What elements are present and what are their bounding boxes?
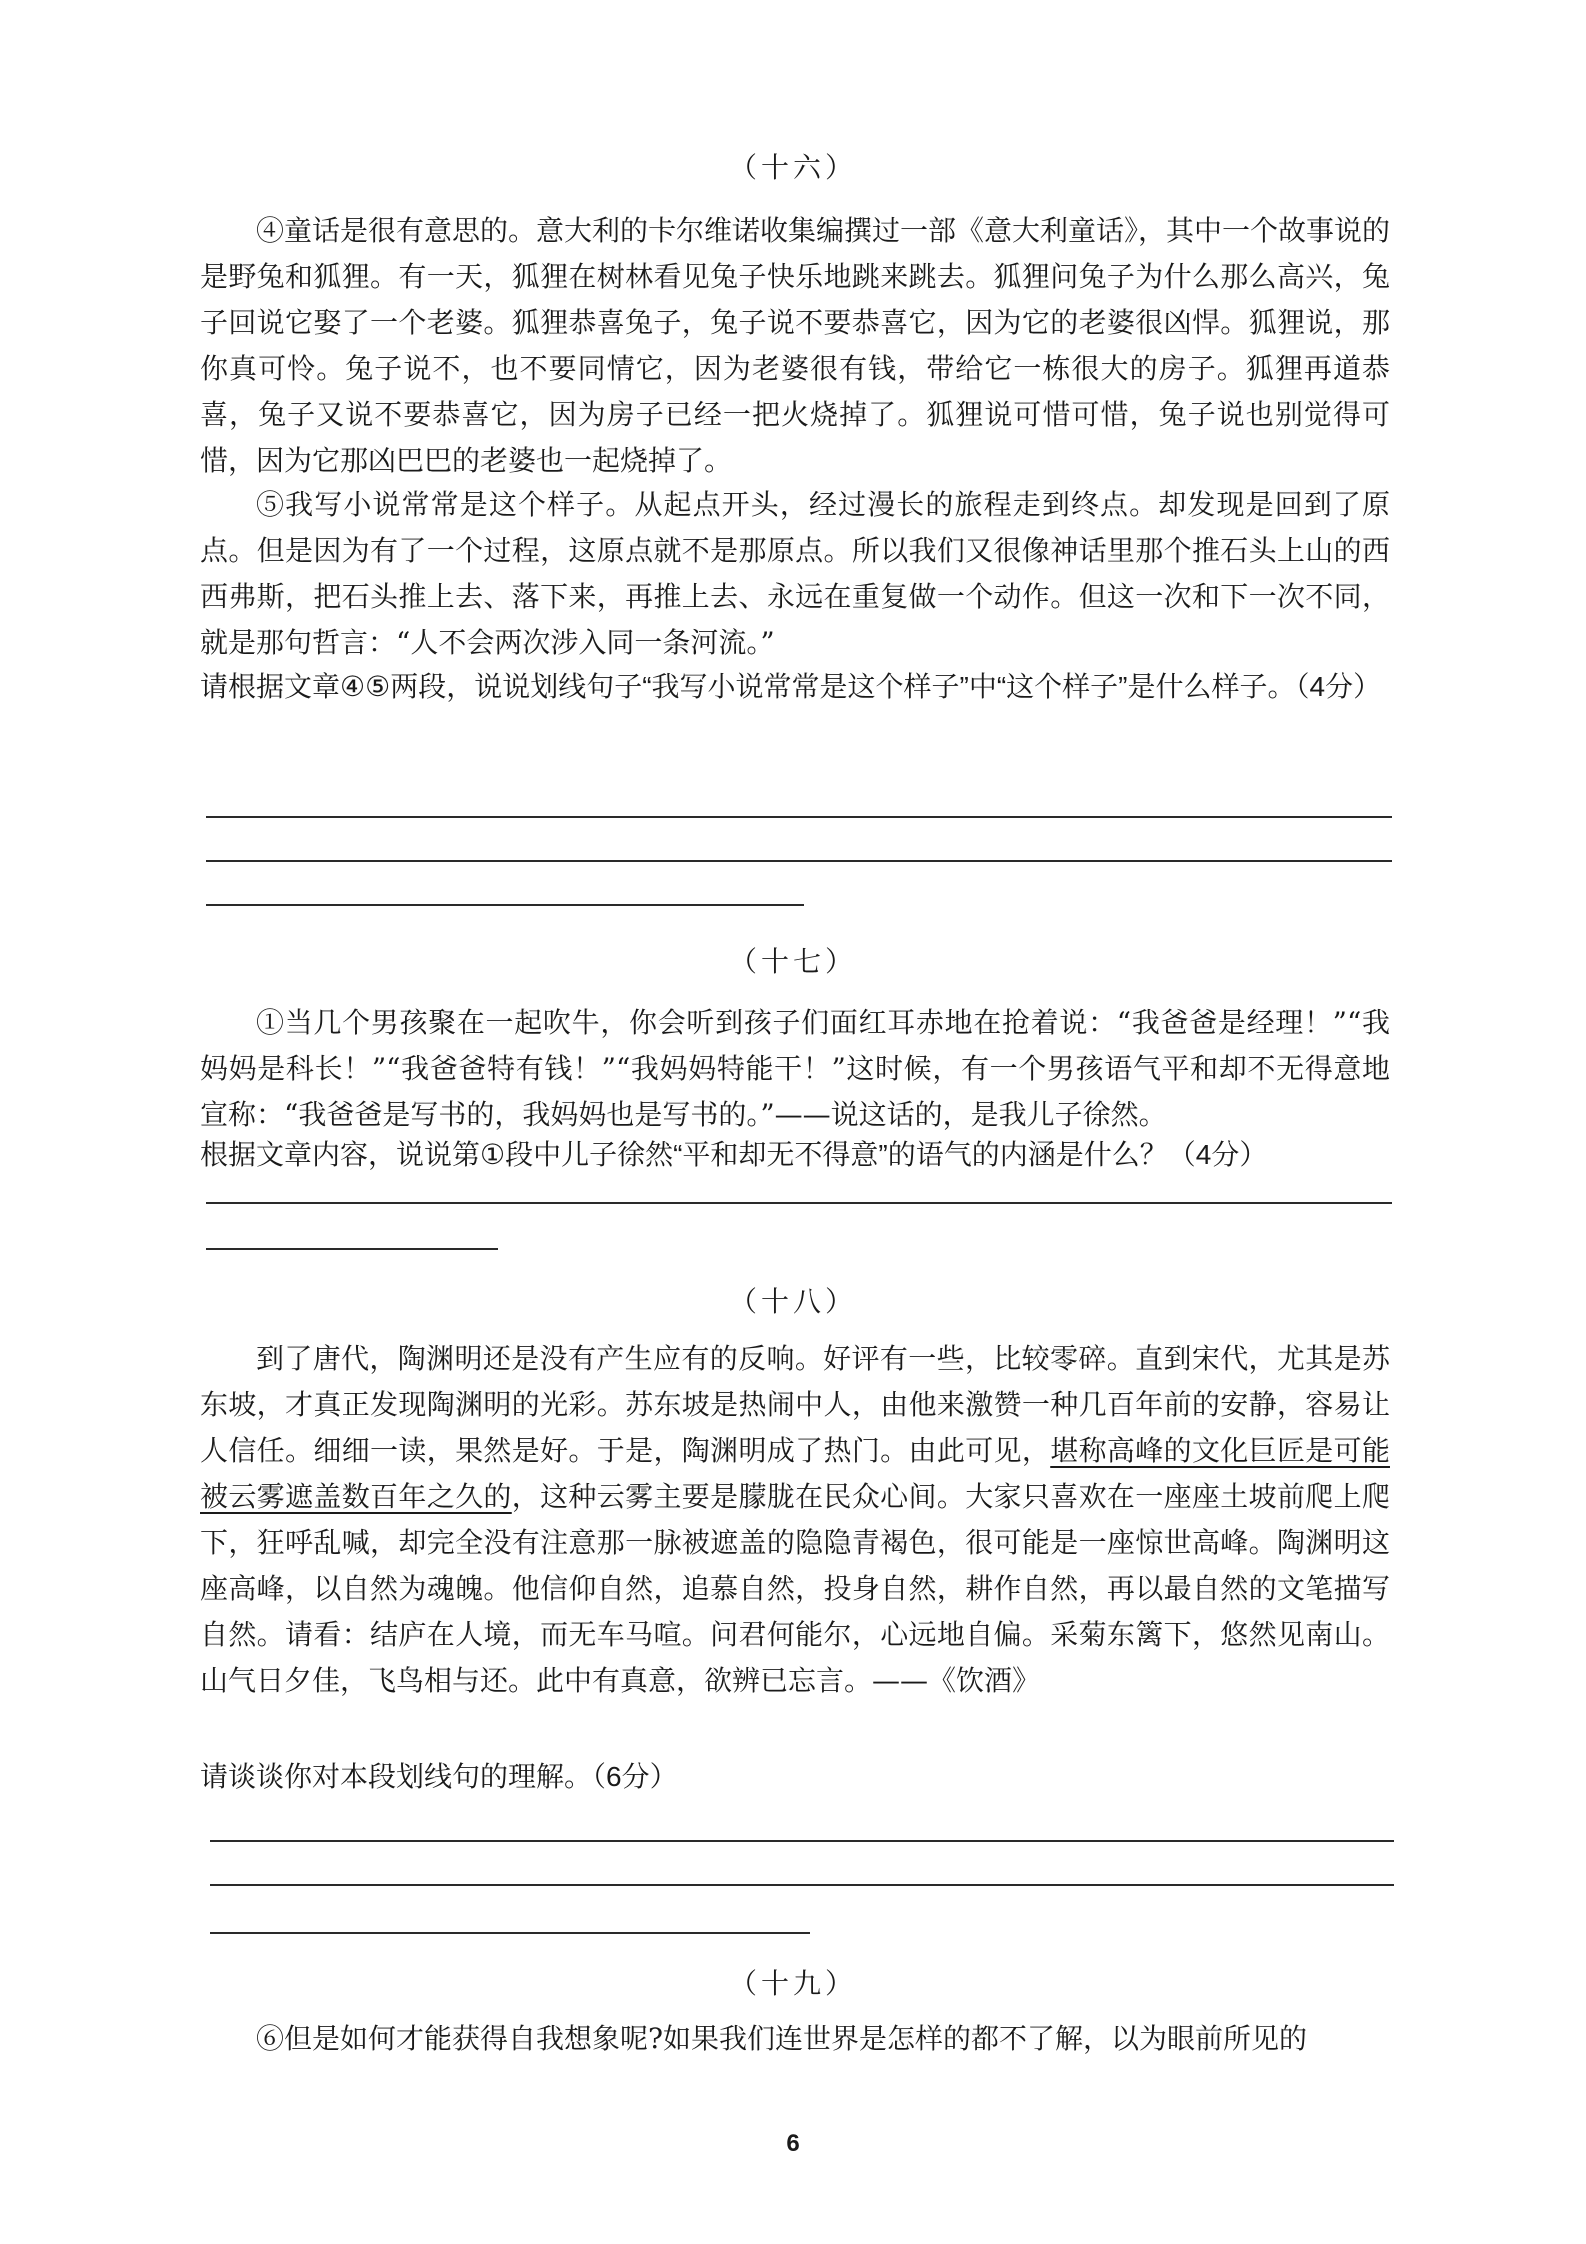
answer-line-17-1[interactable] <box>206 1202 1392 1204</box>
page-number: 6 <box>786 2130 800 2157</box>
passage-16-paragraph-5: ⑤我写小说常常是这个样子。从起点开头，经过漫长的旅程走到终点。却发现是回到了原点。但是因为有了一个过程，这原点就不是那原点。所以我们又很像神话里那个推石头上山的西西弗斯，把石头推上去、落下来，再推上去、永远在重复做一个动作。但这一次和下一次不同，就是那句哲言：“人不会两次涉入同一条河流。” <box>200 488 1390 659</box>
answer-line-18-1[interactable] <box>210 1840 1394 1842</box>
section-title-17: （十七） <box>728 945 857 978</box>
section-title-16: （十六） <box>728 151 857 184</box>
section-title-18: （十八） <box>728 1285 857 1318</box>
answer-line-18-3[interactable] <box>210 1932 810 1934</box>
passage-16-paragraph-4: ④童话是很有意思的。意大利的卡尔维诺收集编撰过一部《意大利童话》，其中一个故事说的是野兔和狐狸。有一天，狐狸在树林看见兔子快乐地跳来跳去。狐狸问兔子为什么那么高兴，兔子回说它娶了一个老婆。狐狸恭喜兔子，兔子说不要恭喜它，因为它的老婆很凶悍。狐狸说，那你真可怜。兔子说不，也不要同情它，因为老婆很有钱，带给它一栋很大的房子。狐狸再道恭喜，兔子又说不要恭喜它，因为房子已经一把火烧掉了。狐狸说可惜可惜，兔子说也别觉得可惜，因为它那凶巴巴的老婆也一起烧掉了。 <box>200 214 1391 477</box>
question-18: 请谈谈你对本段划线句的理解。（6分） <box>200 1761 678 1792</box>
passage-18-text-after: ，这种云雾主要是朦胧在民众心间。大家只喜欢在一座座土坡前爬上爬下，狂呼乱喊，却完全没有注意那一脉被遮盖的隐隐青褐色，很可能是一座惊世高峰。陶渊明这座高峰，以自然为魂魄。他信仰自然，追慕自然，投身自然，耕作自然，再以最自然的文笔描写自然。请看：结庐在人境，而无车马喧。问君何能尔，心远地自偏。采菊东篱下，悠然见南山。山气日夕佳，飞鸟相与还。此中有真意，欲辨已忘言。——《饮酒》 <box>200 1480 1390 1697</box>
passage-18-paragraph <box>200 1336 1390 1704</box>
answer-line-16-2[interactable] <box>206 860 1392 862</box>
question-16: 请根据文章④⑤两段，说说划线句子“我写小说常常是这个样子”中“这个样子”是什么样子。（4分） <box>200 671 1382 702</box>
answer-line-18-2[interactable] <box>210 1884 1394 1886</box>
answer-line-16-1[interactable] <box>206 816 1392 818</box>
passage-18-text-before: 到了唐代，陶渊明还是没有产生应有的反响。好评有一些，比较零碎。直到宋代，尤其是苏东坡，才真正发现陶渊明的光彩。苏东坡是热闹中人，由他来激赞一种几百年前的安静，容易让人信任。细细一读，果然是好。于是，陶渊明成了热门。由此可见， <box>200 1342 1390 1467</box>
passage-18-underlined-sentence: 堪称高峰的文化巨匠是可能被云雾遮盖数百年之久的 <box>200 1434 1390 1513</box>
passage-19-paragraph-6: ⑥但是如何才能获得自我想象呢?如果我们连世界是怎样的都不了解，以为眼前所见的 <box>256 2022 1308 2055</box>
passage-17-paragraph-1: ①当几个男孩聚在一起吹牛，你会听到孩子们面红耳赤地在抢着说：“我爸爸是经理！”“我妈妈是科长！”“我爸爸特有钱！”“我妈妈特能干！”这时候，有一个男孩语气平和却不无得意地宣称：“我爸爸是写书的，我妈妈也是写书的。”——说这话的，是我儿子徐然。 <box>200 1006 1390 1131</box>
answer-line-17-2[interactable] <box>206 1248 498 1250</box>
section-title-19: （十九） <box>728 1967 857 2000</box>
answer-line-16-3[interactable] <box>206 904 804 906</box>
question-17: 根据文章内容，说说第①段中儿子徐然“平和却无不得意”的语气的内涵是什么？（4分） <box>200 1139 1268 1170</box>
